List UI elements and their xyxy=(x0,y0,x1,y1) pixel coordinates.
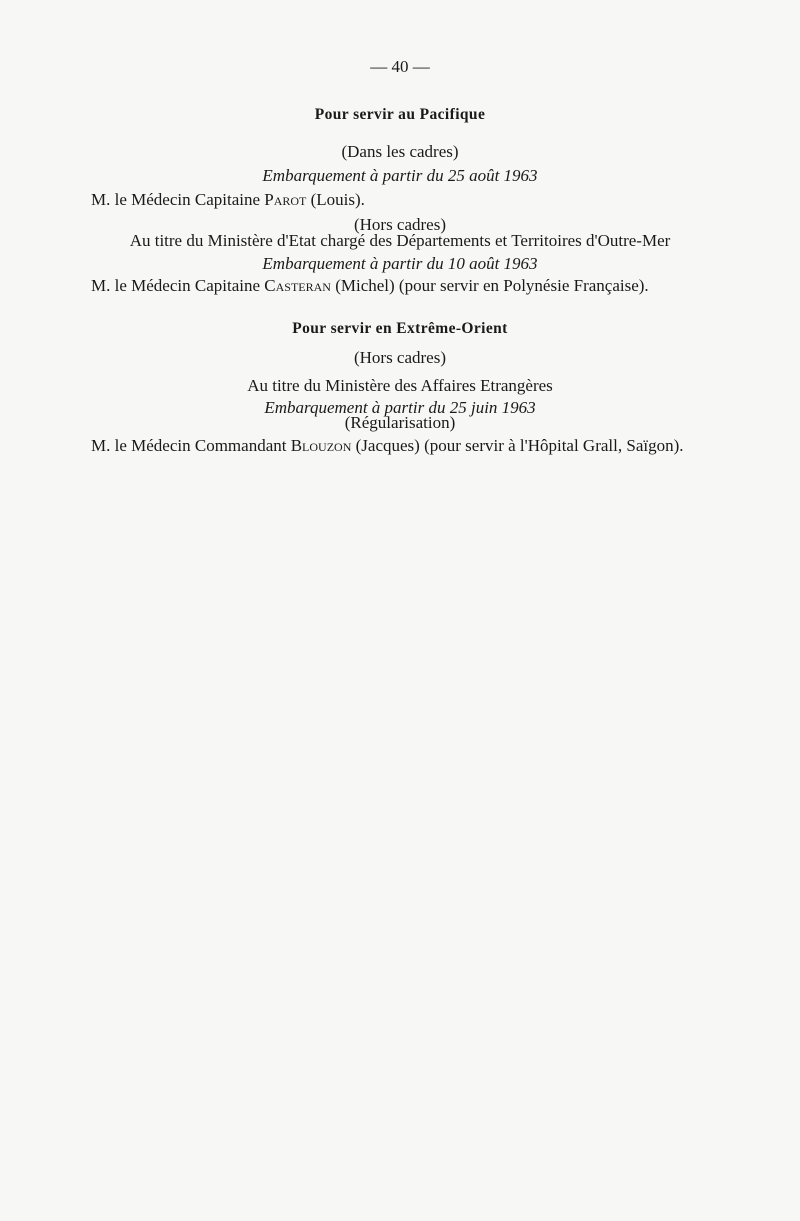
entry-suffix: (Louis). xyxy=(306,190,365,209)
page-number: — 40 — xyxy=(370,57,430,76)
category-hors-cadres: (Hors cadres) xyxy=(353,215,447,234)
entry-suffix: (Michel) (pour servir en Polynésie Française). xyxy=(330,276,649,295)
entry-prefix: M. le Médecin Capitaine xyxy=(91,190,265,209)
officer-entry xyxy=(91,436,684,456)
embarkation-date: Embarquement à partir du 10 août 1963 xyxy=(262,254,538,273)
entry-surname: Casteran xyxy=(264,276,331,295)
entry-surname: Blouzon xyxy=(290,436,352,455)
category-hors-cadres: (Hors cadres) xyxy=(353,348,447,367)
entry-surname: Parot xyxy=(264,190,307,209)
regularisation-note: (Régularisation) xyxy=(344,413,456,432)
authority-line: Au titre du Ministère des Affaires Etrangères xyxy=(247,376,553,395)
embarkation-date: Embarquement à partir du 25 juin 1963 xyxy=(264,398,536,417)
embarkation-date: Embarquement à partir du 25 août 1963 xyxy=(262,166,538,185)
officer-entry xyxy=(91,276,649,296)
section-heading-pacifique: Pour servir au Pacifique xyxy=(314,106,486,123)
authority-line: Au titre du Ministère d'Etat chargé des Départements et Territoires d'Outre-Mer xyxy=(129,231,671,250)
entry-prefix: M. le Médecin Commandant xyxy=(91,436,291,455)
section-heading-extreme-orient: Pour servir en Extrême-Orient xyxy=(292,320,508,337)
officer-entry xyxy=(91,190,365,210)
entry-suffix: (Jacques) (pour servir à l'Hôpital Grall, Saïgon). xyxy=(351,436,684,455)
entry-prefix: M. le Médecin Capitaine xyxy=(91,276,265,295)
category-dans-les-cadres: (Dans les cadres) xyxy=(341,142,459,161)
